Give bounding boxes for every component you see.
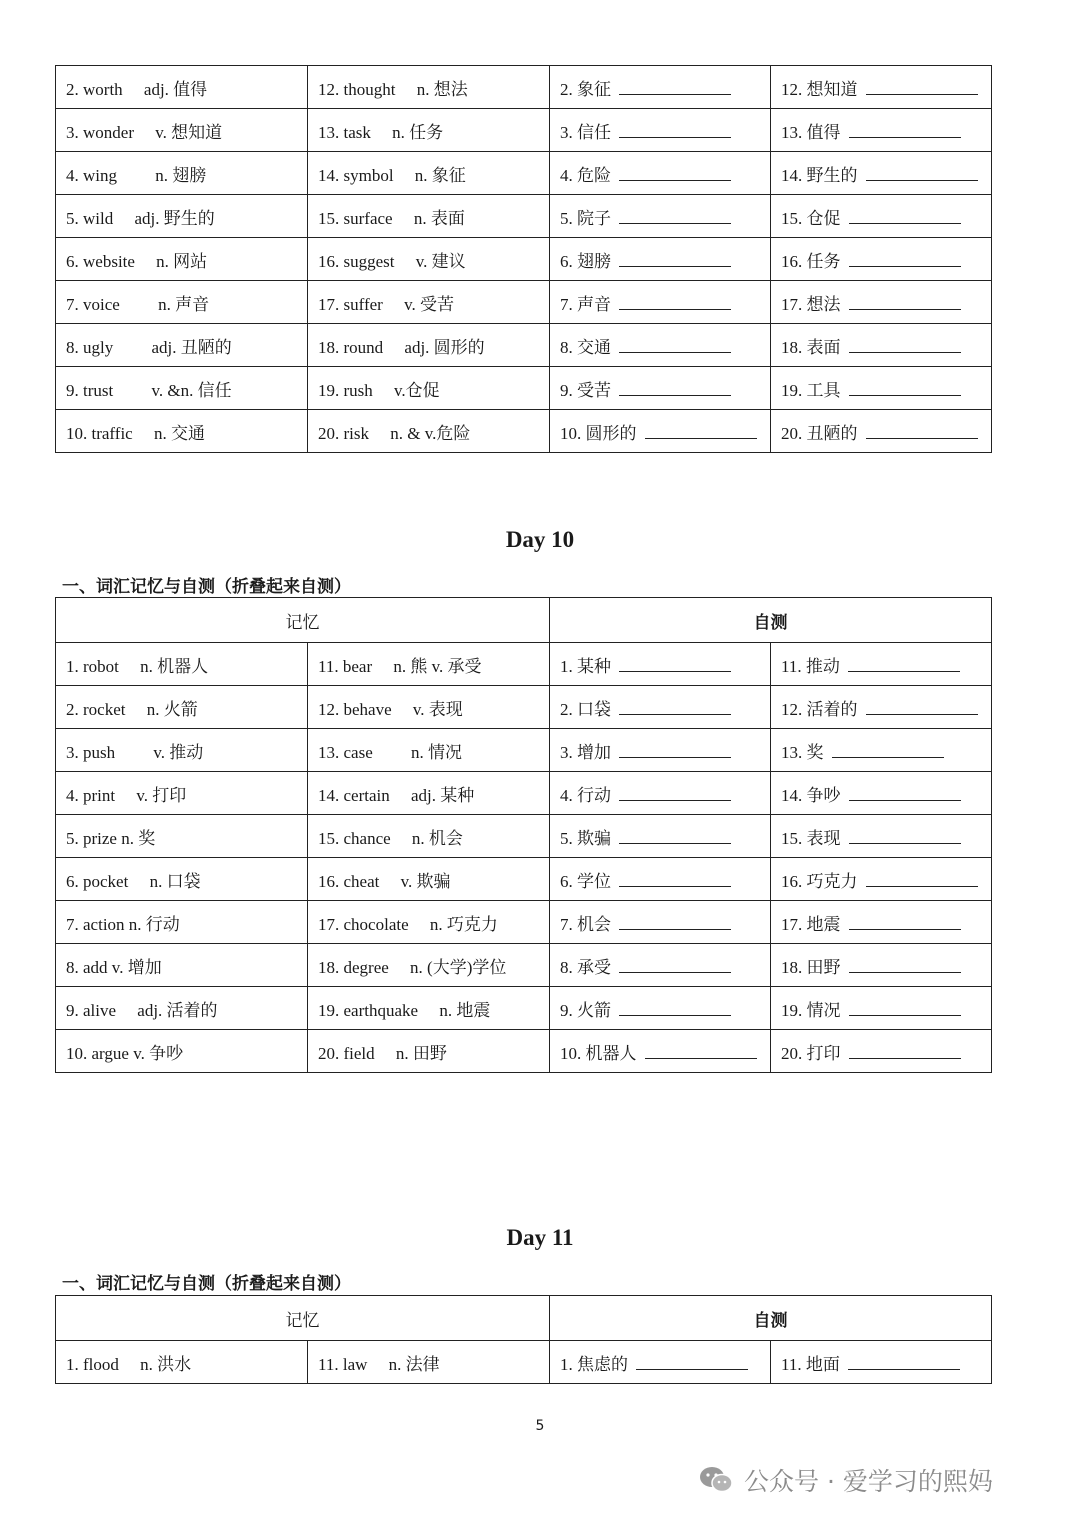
self-test-cell	[771, 686, 992, 729]
self-test-prompt: 8. 交通	[560, 337, 611, 357]
self-test-cell	[550, 987, 771, 1030]
answer-blank[interactable]	[866, 872, 978, 887]
self-test-cell	[550, 109, 771, 152]
vocab-entry: 2. rocket n. 火箭	[66, 699, 198, 719]
self-test-prompt: 19. 情况	[781, 1000, 841, 1020]
vocab-table-day9-continued	[55, 65, 992, 453]
vocab-entry: 7. action n. 行动	[66, 914, 180, 934]
vocab-entry: 14. certain adj. 某种	[318, 785, 475, 805]
memory-cell	[56, 281, 308, 324]
vocab-entry: 17. chocolate n. 巧克力	[318, 914, 498, 934]
memory-cell	[308, 686, 550, 729]
memory-cell	[308, 1030, 550, 1073]
answer-blank[interactable]	[636, 1355, 748, 1370]
answer-blank[interactable]	[619, 700, 731, 715]
memory-cell	[308, 410, 550, 453]
answer-blank[interactable]	[866, 700, 978, 715]
vocab-entry: 17. suffer v. 受苦	[318, 294, 454, 314]
answer-blank[interactable]	[619, 958, 731, 973]
answer-blank[interactable]	[619, 80, 731, 95]
vocab-entry: 11. law n. 法律	[318, 1354, 440, 1374]
memory-cell	[56, 772, 308, 815]
self-test-prompt: 9. 火箭	[560, 1000, 611, 1020]
vocab-entry: 18. degree n. (大学)学位	[318, 957, 507, 977]
self-test-header: 自测	[550, 1296, 992, 1341]
table-row	[56, 1030, 992, 1073]
vocab-entry: 6. pocket n. 口袋	[66, 871, 201, 891]
self-test-prompt: 12. 想知道	[781, 79, 858, 99]
self-test-cell	[550, 643, 771, 686]
answer-blank[interactable]	[619, 123, 731, 138]
table-row	[56, 152, 992, 195]
answer-blank[interactable]	[849, 915, 961, 930]
memory-cell	[308, 195, 550, 238]
answer-blank[interactable]	[849, 209, 961, 224]
memory-cell	[56, 686, 308, 729]
self-test-cell	[550, 324, 771, 367]
self-test-prompt: 16. 巧克力	[781, 871, 858, 891]
self-test-cell	[550, 772, 771, 815]
self-test-cell	[771, 367, 992, 410]
self-test-cell	[550, 195, 771, 238]
memory-cell	[308, 901, 550, 944]
answer-blank[interactable]	[619, 1001, 731, 1016]
self-test-cell	[771, 324, 992, 367]
self-test-prompt: 6. 翅膀	[560, 251, 611, 271]
answer-blank[interactable]	[849, 381, 961, 396]
answer-blank[interactable]	[849, 786, 961, 801]
self-test-prompt: 2. 象征	[560, 79, 611, 99]
self-test-prompt: 20. 丑陋的	[781, 423, 858, 443]
self-test-prompt: 10. 圆形的	[560, 423, 637, 443]
self-test-prompt: 17. 想法	[781, 294, 841, 314]
answer-blank[interactable]	[866, 80, 978, 95]
vocab-entry: 9. trust v. &n. 信任	[66, 380, 232, 400]
vocab-entry: 3. push v. 推动	[66, 742, 204, 762]
self-test-prompt: 4. 行动	[560, 785, 611, 805]
self-test-cell	[771, 643, 992, 686]
memory-cell	[56, 1030, 308, 1073]
table-row	[56, 729, 992, 772]
answer-blank[interactable]	[849, 1044, 961, 1059]
memory-cell	[56, 324, 308, 367]
vocab-entry: 4. wing n. 翅膀	[66, 165, 207, 185]
memory-cell	[308, 152, 550, 195]
self-test-prompt: 9. 受苦	[560, 380, 611, 400]
table-row	[56, 987, 992, 1030]
vocab-entry: 13. case n. 情况	[318, 742, 463, 762]
memory-cell	[308, 729, 550, 772]
self-test-prompt: 14. 争吵	[781, 785, 841, 805]
self-test-prompt: 4. 危险	[560, 165, 611, 185]
vocab-entry: 16. suggest v. 建议	[318, 251, 466, 271]
self-test-prompt: 2. 口袋	[560, 699, 611, 719]
table-row	[56, 281, 992, 324]
self-test-cell	[771, 987, 992, 1030]
self-test-cell	[550, 944, 771, 987]
table-row	[56, 901, 992, 944]
self-test-prompt: 7. 机会	[560, 914, 611, 934]
vocab-table-day11	[55, 1295, 992, 1384]
vocab-entry: 16. cheat v. 欺骗	[318, 871, 451, 891]
answer-blank[interactable]	[619, 166, 731, 181]
memory-header: 记忆	[56, 598, 550, 643]
vocab-entry: 11. bear n. 熊 v. 承受	[318, 656, 482, 676]
answer-blank[interactable]	[619, 338, 731, 353]
vocab-entry: 20. field n. 田野	[318, 1043, 447, 1063]
self-test-prompt: 7. 声音	[560, 294, 611, 314]
answer-blank[interactable]	[619, 915, 731, 930]
vocab-entry: 10. argue v. 争吵	[66, 1043, 184, 1063]
self-test-cell	[771, 66, 992, 109]
self-test-cell	[550, 686, 771, 729]
memory-cell	[308, 324, 550, 367]
memory-cell	[308, 815, 550, 858]
table-row	[56, 324, 992, 367]
vocab-entry: 7. voice n. 声音	[66, 294, 210, 314]
answer-blank[interactable]	[849, 829, 961, 844]
vocab-entry: 15. chance n. 机会	[318, 828, 463, 848]
self-test-cell	[550, 410, 771, 453]
table-row	[56, 195, 992, 238]
self-test-cell	[771, 1030, 992, 1073]
self-test-prompt: 17. 地震	[781, 914, 841, 934]
memory-cell	[56, 901, 308, 944]
self-test-cell	[771, 152, 992, 195]
self-test-cell	[771, 195, 992, 238]
self-test-cell	[550, 66, 771, 109]
memory-cell	[56, 1341, 308, 1384]
memory-cell	[308, 858, 550, 901]
vocab-entry: 1. robot n. 机器人	[66, 656, 209, 676]
vocab-entry: 8. add v. 增加	[66, 957, 162, 977]
self-test-prompt: 15. 仓促	[781, 208, 841, 228]
self-test-cell	[771, 815, 992, 858]
answer-blank[interactable]	[849, 958, 961, 973]
vocab-entry: 13. task n. 任务	[318, 122, 444, 142]
vocab-table-day10	[55, 597, 992, 1073]
vocab-entry: 3. wonder v. 想知道	[66, 122, 223, 142]
self-test-prompt: 1. 焦虑的	[560, 1354, 628, 1374]
answer-blank[interactable]	[619, 872, 731, 887]
answer-blank[interactable]	[866, 166, 978, 181]
table-row	[56, 1341, 992, 1384]
vocab-entry: 15. surface n. 表面	[318, 208, 465, 228]
answer-blank[interactable]	[849, 252, 961, 267]
memory-cell	[56, 815, 308, 858]
self-test-prompt: 13. 值得	[781, 122, 841, 142]
self-test-cell	[771, 1341, 992, 1384]
self-test-prompt: 1. 某种	[560, 656, 611, 676]
self-test-cell	[771, 238, 992, 281]
table-row	[56, 686, 992, 729]
vocab-entry: 1. flood n. 洪水	[66, 1354, 192, 1374]
vocab-entry: 2. worth adj. 值得	[66, 79, 208, 99]
answer-blank[interactable]	[619, 743, 731, 758]
self-test-prompt: 15. 表现	[781, 828, 841, 848]
memory-cell	[56, 238, 308, 281]
memory-cell	[56, 66, 308, 109]
memory-cell	[308, 66, 550, 109]
self-test-cell	[771, 109, 992, 152]
answer-blank[interactable]	[866, 424, 978, 439]
vocab-entry: 8. ugly adj. 丑陋的	[66, 337, 232, 357]
self-test-cell	[550, 152, 771, 195]
self-test-prompt: 18. 表面	[781, 337, 841, 357]
self-test-cell	[550, 815, 771, 858]
self-test-prompt: 19. 工具	[781, 380, 841, 400]
memory-cell	[56, 367, 308, 410]
vocab-entry: 12. thought n. 想法	[318, 79, 468, 99]
vocab-entry: 4. print v. 打印	[66, 785, 187, 805]
answer-blank[interactable]	[848, 657, 960, 672]
memory-cell	[56, 944, 308, 987]
memory-cell	[308, 281, 550, 324]
self-test-prompt: 8. 承受	[560, 957, 611, 977]
memory-cell	[308, 944, 550, 987]
self-test-cell	[550, 858, 771, 901]
memory-cell	[56, 195, 308, 238]
self-test-cell	[550, 1341, 771, 1384]
self-test-cell	[550, 1030, 771, 1073]
memory-cell	[56, 152, 308, 195]
self-test-cell	[771, 772, 992, 815]
self-test-prompt: 18. 田野	[781, 957, 841, 977]
table-row	[56, 858, 992, 901]
memory-cell	[56, 858, 308, 901]
memory-cell	[56, 109, 308, 152]
self-test-prompt: 6. 学位	[560, 871, 611, 891]
watermark	[698, 1462, 993, 1498]
vocab-table-body	[56, 643, 992, 1073]
vocab-entry: 14. symbol n. 象征	[318, 165, 466, 185]
self-test-cell	[771, 858, 992, 901]
vocab-entry: 12. behave v. 表现	[318, 699, 463, 719]
answer-blank[interactable]	[848, 1355, 960, 1370]
vocab-entry: 6. website n. 网站	[66, 251, 208, 271]
self-test-cell	[550, 367, 771, 410]
memory-cell	[308, 1341, 550, 1384]
self-test-prompt: 16. 任务	[781, 251, 841, 271]
table-row	[56, 944, 992, 987]
self-test-cell	[771, 944, 992, 987]
self-test-prompt: 10. 机器人	[560, 1043, 637, 1063]
answer-blank[interactable]	[849, 1001, 961, 1016]
self-test-prompt: 20. 打印	[781, 1043, 841, 1063]
answer-blank[interactable]	[619, 829, 731, 844]
self-test-cell	[771, 901, 992, 944]
self-test-cell	[550, 238, 771, 281]
answer-blank[interactable]	[849, 295, 961, 310]
self-test-prompt: 11. 推动	[781, 656, 840, 676]
page-number: 5	[535, 1418, 545, 1434]
self-test-prompt: 12. 活着的	[781, 699, 858, 719]
table-row	[56, 367, 992, 410]
memory-cell	[308, 643, 550, 686]
self-test-header: 自测	[550, 598, 992, 643]
memory-cell	[56, 987, 308, 1030]
vocab-entry: 19. rush v.仓促	[318, 380, 440, 400]
table-row	[56, 238, 992, 281]
vocab-table-body	[56, 1341, 992, 1384]
answer-blank[interactable]	[832, 743, 944, 758]
answer-blank[interactable]	[619, 381, 731, 396]
table-row	[56, 643, 992, 686]
vocab-entry: 5. wild adj. 野生的	[66, 208, 215, 228]
table-row	[56, 815, 992, 858]
wechat-icon	[698, 1465, 734, 1495]
self-test-cell	[550, 281, 771, 324]
self-test-cell	[771, 729, 992, 772]
memory-cell	[56, 643, 308, 686]
self-test-cell	[550, 729, 771, 772]
memory-cell	[308, 772, 550, 815]
answer-blank[interactable]	[619, 209, 731, 224]
answer-blank[interactable]	[619, 657, 731, 672]
answer-blank[interactable]	[849, 123, 961, 138]
vocab-entry: 19. earthquake n. 地震	[318, 1000, 491, 1020]
memory-cell	[308, 238, 550, 281]
memory-cell	[56, 729, 308, 772]
vocab-entry: 5. prize n. 奖	[66, 828, 156, 848]
answer-blank[interactable]	[619, 786, 731, 801]
watermark-text: 公众号 · 爱学习的熙妈	[744, 1467, 993, 1496]
memory-cell	[308, 367, 550, 410]
answer-blank[interactable]	[619, 295, 731, 310]
day-10-section-title: 一、词汇记忆与自测（折叠起来自测）	[62, 577, 351, 597]
self-test-prompt: 14. 野生的	[781, 165, 858, 185]
memory-header: 记忆	[56, 1296, 550, 1341]
table-row	[56, 109, 992, 152]
memory-cell	[308, 109, 550, 152]
vocab-entry: 20. risk n. & v.危险	[318, 423, 471, 443]
self-test-cell	[771, 281, 992, 324]
self-test-cell	[771, 410, 992, 453]
answer-blank[interactable]	[849, 338, 961, 353]
self-test-prompt: 3. 增加	[560, 742, 611, 762]
answer-blank[interactable]	[645, 424, 757, 439]
vocab-table-body	[56, 66, 992, 453]
self-test-prompt: 5. 欺骗	[560, 828, 611, 848]
table-row	[56, 410, 992, 453]
day-11-section-title: 一、词汇记忆与自测（折叠起来自测）	[62, 1274, 351, 1294]
day-10-title: Day 10	[505, 527, 575, 552]
self-test-prompt: 5. 院子	[560, 208, 611, 228]
self-test-prompt: 11. 地面	[781, 1354, 840, 1374]
memory-cell	[56, 410, 308, 453]
answer-blank[interactable]	[619, 252, 731, 267]
table-row	[56, 772, 992, 815]
self-test-prompt: 13. 奖	[781, 742, 824, 762]
day-11-title: Day 11	[506, 1225, 574, 1250]
table-row	[56, 66, 992, 109]
vocab-entry: 10. traffic n. 交通	[66, 423, 205, 443]
answer-blank[interactable]	[645, 1044, 757, 1059]
self-test-prompt: 3. 信任	[560, 122, 611, 142]
vocab-entry: 18. round adj. 圆形的	[318, 337, 485, 357]
self-test-cell	[550, 901, 771, 944]
memory-cell	[308, 987, 550, 1030]
vocab-entry: 9. alive adj. 活着的	[66, 1000, 218, 1020]
